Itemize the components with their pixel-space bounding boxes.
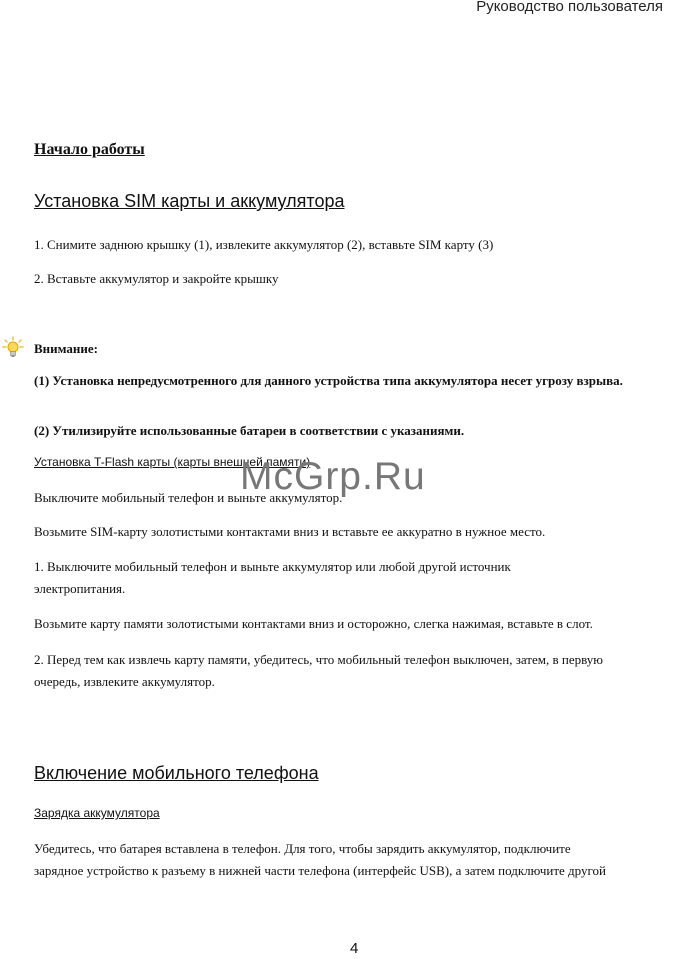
charging-paragraph-line-1: Убедитесь, что батарея вставлена в телефон. Для того, чтобы зарядить аккумулятор, подключите	[34, 841, 571, 856]
warning-label: Внимание:	[34, 341, 98, 356]
tflash-paragraph-3-line-1: 1. Выключите мобильный телефон и выньте аккумулятор или любой другой источник	[34, 559, 511, 574]
section-title-sim-install: Установка SIM карты и аккумулятора	[34, 191, 345, 211]
subsection-title-tflash: Установка T-Flash карты (карты внешней памяти)	[34, 455, 311, 469]
tflash-paragraph-1: Выключите мобильный телефон и выньте аккумулятор.	[34, 490, 343, 505]
page-header-title: Руководство пользователя	[476, 0, 663, 15]
section-title-start: Начало работы	[34, 141, 145, 158]
warning-item-2: (2) Утилизируйте использованные батареи в соответствии с указаниями.	[34, 423, 465, 438]
tflash-paragraph-4: Возьмите карту памяти золотистыми контактами вниз и осторожно, слегка нажимая, вставьте в слот.	[34, 616, 593, 631]
section-title-power-on: Включение мобильного телефона	[34, 763, 319, 783]
tflash-paragraph-3-line-2: электропитания.	[34, 581, 126, 596]
sim-step-2: 2. Вставьте аккумулятор и закройте крышку	[34, 271, 279, 286]
page-number: 4	[350, 940, 359, 957]
lightbulb-icon	[2, 336, 24, 360]
tflash-paragraph-2: Возьмите SIM-карту золотистыми контактами вниз и вставьте ее аккуратно в нужное место.	[34, 524, 546, 539]
watermark: McGrp.Ru	[240, 455, 426, 498]
tflash-paragraph-5-line-1: 2. Перед тем как извлечь карту памяти, убедитесь, что мобильный телефон выключен, затем, в первую	[34, 652, 604, 667]
tflash-paragraph-5-line-2: очередь, извлеките аккумулятор.	[34, 674, 215, 689]
subsection-title-charging: Зарядка аккумулятора	[34, 806, 160, 820]
sim-step-1: 1. Снимите заднюю крышку (1), извлеките аккумулятор (2), вставьте SIM карту (3)	[34, 237, 494, 252]
warning-item-1: (1) Установка непредусмотренного для данного устройства типа аккумулятора несет угрозу взрыва.	[34, 373, 623, 388]
charging-paragraph-line-2: зарядное устройство к разъему в нижней части телефона (интерфейс USB), а затем подключите другой	[34, 863, 606, 878]
